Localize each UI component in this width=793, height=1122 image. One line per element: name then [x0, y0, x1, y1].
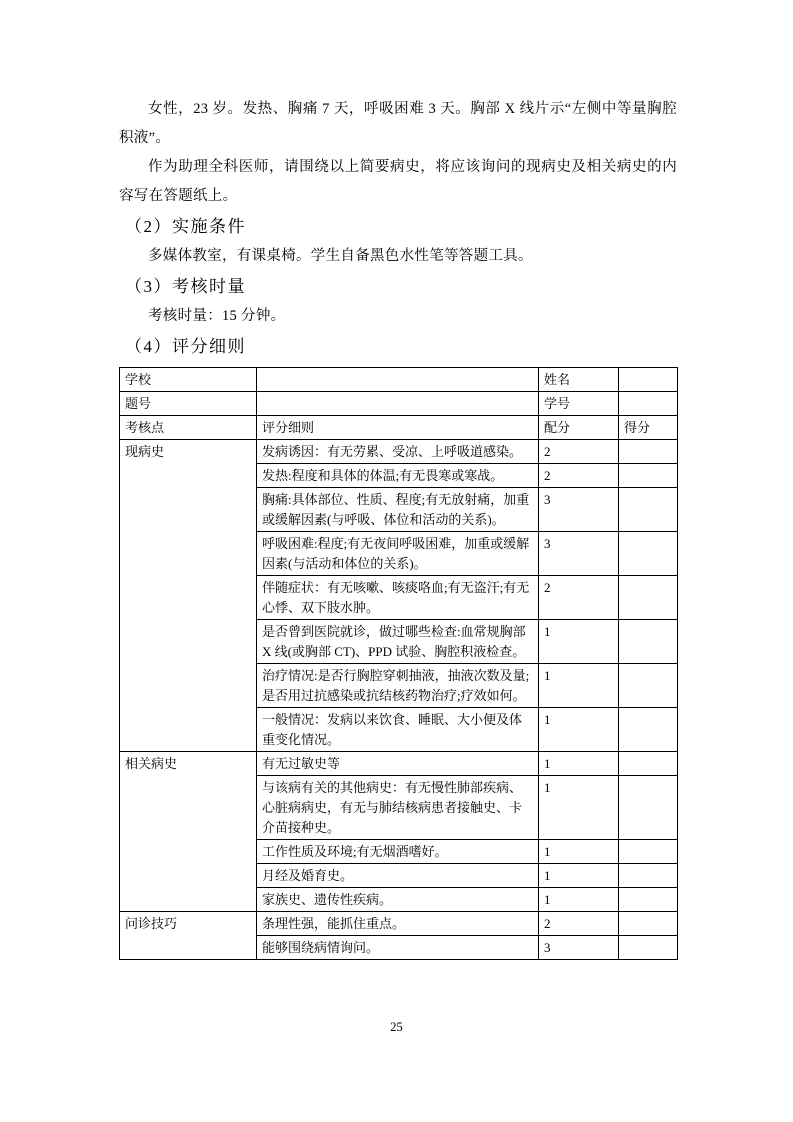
- gained-score-cell: [619, 912, 678, 936]
- student-name-label: 姓名: [539, 368, 619, 392]
- scoring-detail-cell: 胸痛:具体部位、性质、程度;有无放射痛，加重或缓解因素(与呼吸、体位和活动的关系)。: [257, 488, 539, 532]
- scoring-detail-cell: 治疗情况:是否行胸腔穿刺抽液，抽液次数及量;是否用过抗感染或抗结核药物治疗;疗效如何。: [257, 664, 539, 708]
- gained-score-cell: [619, 488, 678, 532]
- scoring-detail-cell: 是否曾到医院就诊，做过哪些检查:血常规胸部 X 线(或胸部 CT)、PPD 试验、胸腔积液检查。: [257, 620, 539, 664]
- question-number-value-cell: [257, 392, 539, 416]
- gained-score-cell: [619, 464, 678, 488]
- allotted-score-cell: 1: [539, 752, 619, 776]
- student-id-label: 学号: [539, 392, 619, 416]
- student-id-value-cell: [619, 392, 678, 416]
- page-number: 25: [390, 1020, 403, 1034]
- section-heading-implementation-conditions: （2）实施条件: [125, 217, 246, 236]
- assessment-point-cell: 现病史: [120, 440, 257, 752]
- column-header-gained-score: 得分: [619, 416, 678, 440]
- allotted-score-cell: 1: [539, 776, 619, 840]
- rubric-row: [120, 752, 678, 776]
- gained-score-cell: [619, 708, 678, 752]
- gained-score-cell: [619, 440, 678, 464]
- gained-score-cell: [619, 776, 678, 840]
- school-value-cell: [257, 368, 539, 392]
- allotted-score-cell: 1: [539, 620, 619, 664]
- rubric-table: [119, 367, 678, 960]
- allotted-score-cell: 2: [539, 912, 619, 936]
- scoring-detail-cell: 伴随症状：有无咳嗽、咳痰咯血;有无盗汗;有无心悸、双下肢水肿。: [257, 576, 539, 620]
- intro-paragraph-case: 女性，23 岁。发热、胸痛 7 天，呼吸困难 3 天。胸部 X 线片示“左侧中等量胸腔积液”。: [119, 101, 677, 146]
- assessment-point-cell: 相关病史: [120, 752, 257, 912]
- scoring-detail-cell: 发热:程度和具体的体温;有无畏寒或寒战。: [257, 464, 539, 488]
- section-body-implementation-conditions: 多媒体教室，有课桌椅。学生自备黑色水性笔等答题工具。: [148, 248, 533, 264]
- gained-score-cell: [619, 936, 678, 960]
- gained-score-cell: [619, 864, 678, 888]
- column-header-scoring-detail: 评分细则: [257, 416, 539, 440]
- scoring-detail-cell: 发病诱因：有无劳累、受凉、上呼吸道感染。: [257, 440, 539, 464]
- rubric-row: [120, 912, 678, 936]
- gained-score-cell: [619, 888, 678, 912]
- assessment-point-cell: 问诊技巧: [120, 912, 257, 960]
- gained-score-cell: [619, 664, 678, 708]
- scoring-detail-cell: 呼吸困难:程度;有无夜间呼吸困难，加重或缓解因素(与活动和体位的关系)。: [257, 532, 539, 576]
- scoring-detail-cell: 与该病有关的其他病史：有无慢性肺部疾病、心脏病病史，有无与肺结核病患者接触史、卡介苗接种史。: [257, 776, 539, 840]
- allotted-score-cell: 2: [539, 464, 619, 488]
- allotted-score-cell: 2: [539, 440, 619, 464]
- section-heading-scoring-rubric: （4）评分细则: [125, 337, 246, 356]
- allotted-score-cell: 3: [539, 936, 619, 960]
- column-header-allotted-score: 配分: [539, 416, 619, 440]
- rubric-row: [120, 440, 678, 464]
- gained-score-cell: [619, 840, 678, 864]
- gained-score-cell: [619, 620, 678, 664]
- section-heading-exam-duration: （3）考核时量: [125, 277, 246, 296]
- allotted-score-cell: 1: [539, 864, 619, 888]
- allotted-score-cell: 1: [539, 840, 619, 864]
- scoring-detail-cell: 家族史、遗传性疾病。: [257, 888, 539, 912]
- allotted-score-cell: 1: [539, 888, 619, 912]
- meta-row-question-number: [120, 392, 678, 416]
- column-header-assessment-point: 考核点: [120, 416, 257, 440]
- gained-score-cell: [619, 576, 678, 620]
- rubric-meta-rows: [120, 368, 678, 440]
- allotted-score-cell: 1: [539, 664, 619, 708]
- school-label: 学校: [120, 368, 257, 392]
- allotted-score-cell: 3: [539, 532, 619, 576]
- scoring-detail-cell: 条理性强，能抓住重点。: [257, 912, 539, 936]
- column-header-row: [120, 416, 678, 440]
- scoring-detail-cell: 有无过敏史等: [257, 752, 539, 776]
- section-body-exam-duration: 考核时量：15 分钟。: [148, 308, 286, 324]
- allotted-score-cell: 2: [539, 576, 619, 620]
- question-number-label: 题号: [120, 392, 257, 416]
- rubric-body: [120, 440, 678, 960]
- document-content: [119, 95, 677, 960]
- scoring-detail-cell: 一般情况：发病以来饮食、睡眠、大小便及体重变化情况。: [257, 708, 539, 752]
- scoring-detail-cell: 能够围绕病情询问。: [257, 936, 539, 960]
- gained-score-cell: [619, 532, 678, 576]
- gained-score-cell: [619, 752, 678, 776]
- scoring-detail-cell: 工作性质及环境;有无烟酒嗜好。: [257, 840, 539, 864]
- meta-row-school-name: [120, 368, 678, 392]
- allotted-score-cell: 3: [539, 488, 619, 532]
- intro-paragraph-task: 作为助理全科医师，请围绕以上简要病史，将应该询问的现病史及相关病史的内容写在答题纸上。: [119, 159, 677, 204]
- scoring-detail-cell: 月经及婚育史。: [257, 864, 539, 888]
- allotted-score-cell: 1: [539, 708, 619, 752]
- student-name-value-cell: [619, 368, 678, 392]
